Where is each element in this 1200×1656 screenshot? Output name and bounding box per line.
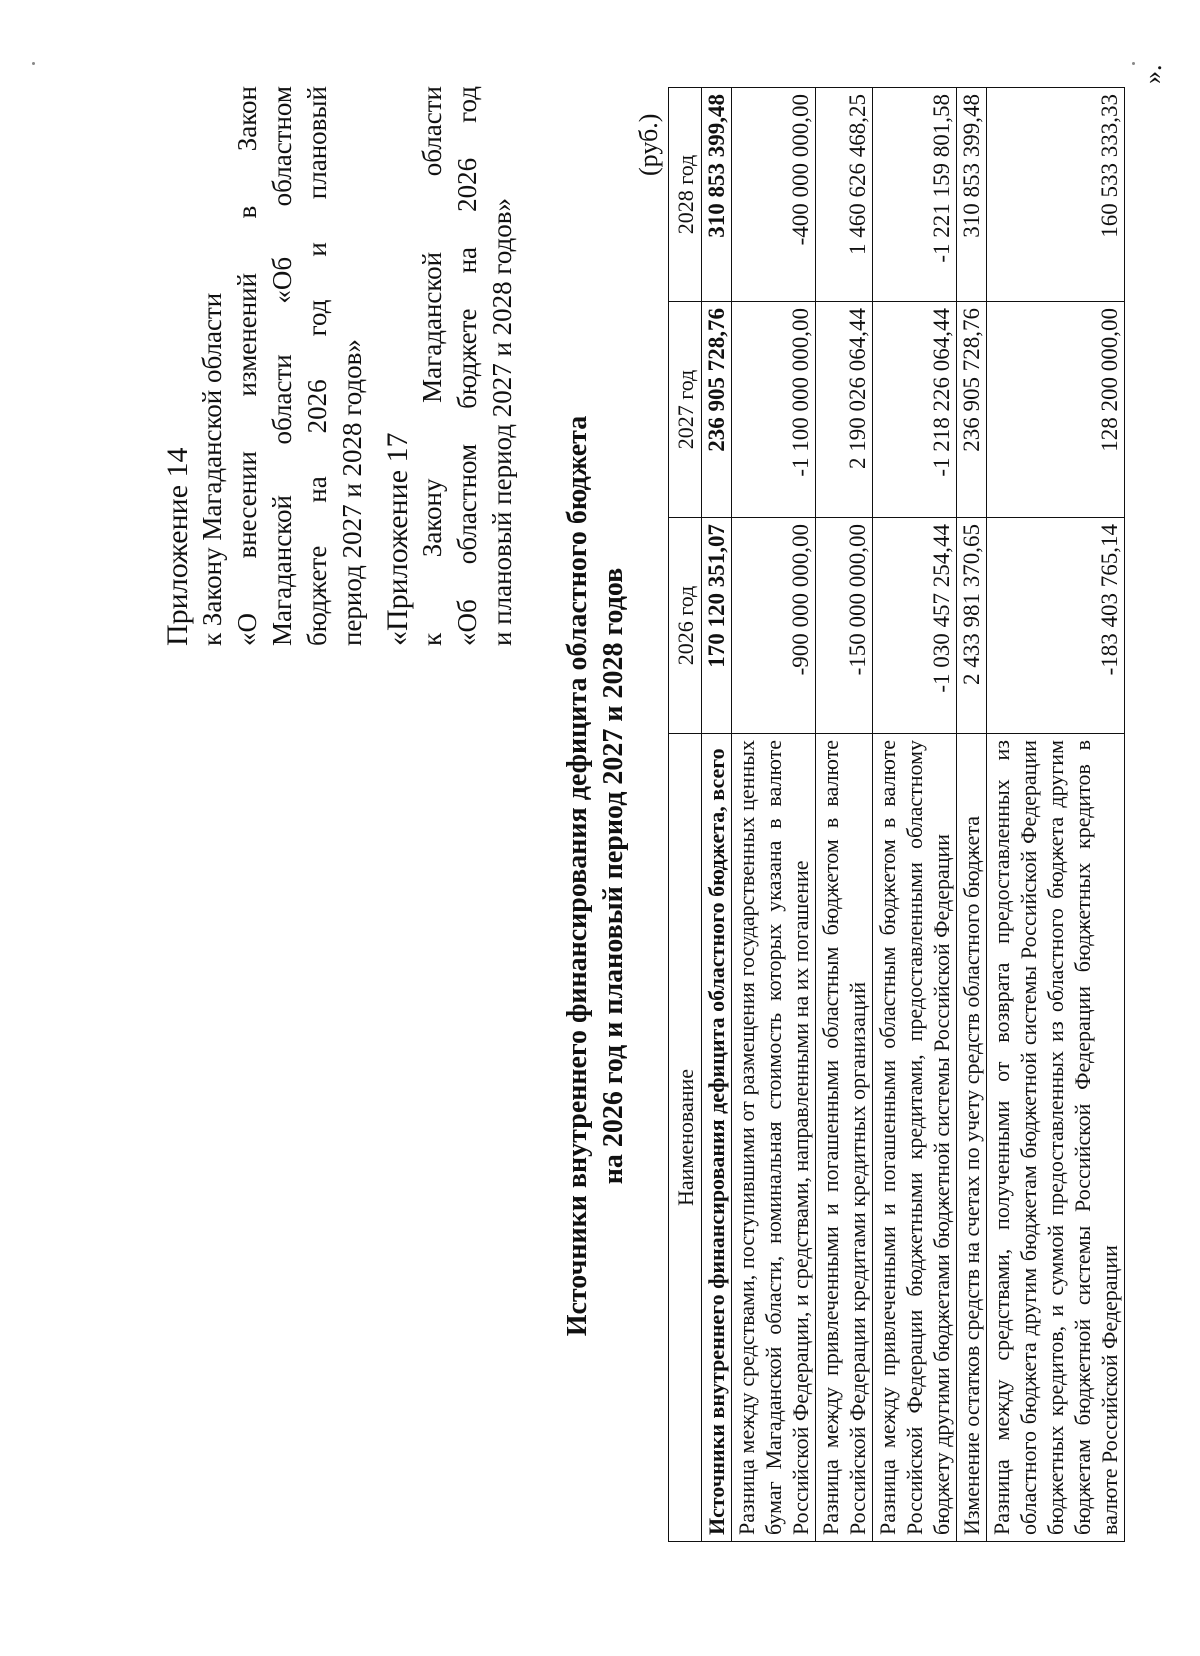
header-2027: 2027 год: [669, 302, 702, 518]
appendix-14-line: период 2027 и 2028 годов»: [337, 339, 367, 646]
row-value-2027: 128 200 000,00: [987, 302, 1125, 518]
table-row: [873, 88, 957, 1542]
scan-speck: [32, 62, 35, 65]
row-value-2028: -1 221 159 801,58: [873, 88, 957, 302]
row-value-2027: 236 905 728,76: [702, 302, 732, 518]
appendix-17-title: «Приложение 17: [381, 432, 414, 646]
row-name: Разница между привлеченными и погашенными областным бюджетом в валюте Российской Федерации бюджетными кредитами, предоставленными областному бюджету другими бюджетами бюджетной системы Российской Федерации: [873, 734, 957, 1542]
unit-label: (руб.): [634, 113, 663, 176]
table-row: [732, 88, 816, 1542]
row-name: Изменение остатков средств на счетах по учету средств областного бюджета: [957, 734, 987, 1542]
row-value-2026: -183 403 765,14: [987, 518, 1125, 734]
appendix-14-line: Магаданской области «Об областном: [267, 86, 297, 646]
scan-speck: [1132, 62, 1135, 65]
table-row: [816, 88, 873, 1542]
table-row: [987, 88, 1125, 1542]
appendix-17-block: [380, 86, 520, 646]
row-value-2028: 160 533 333,33: [987, 88, 1125, 302]
header-2026: 2026 год: [669, 518, 702, 734]
row-name: Источники внутреннего финансирования дефицита областного бюджета, всего: [702, 734, 732, 1542]
table-header-row: [669, 88, 702, 1542]
row-value-2026: 170 120 351,07: [702, 518, 732, 734]
appendix-14-line: к Закону Магаданской области: [197, 292, 227, 646]
row-value-2026: -900 000 000,00: [732, 518, 816, 734]
appendix-17-line: и плановый период 2027 и 2028 годов»: [487, 197, 517, 646]
table-row: [957, 88, 987, 1542]
row-value-2027: 236 905 728,76: [957, 302, 987, 518]
financing-sources-table: [668, 87, 1125, 1542]
row-value-2028: 310 853 399,48: [702, 88, 732, 302]
document-title-line-2: на 2026 год и плановый период 2027 и 2028 годов: [598, 567, 629, 1185]
row-value-2028: 310 853 399,48: [957, 88, 987, 302]
row-name: Разница между средствами, полученными от возврата предоставленных из областного бюджета другим бюджетам бюджетной системы Российской Федерации бюджетных кредитов, и суммой предоставленных из областного бюджета другим бюджетам бюджетной системы Российской Федерации бюджетных кредитов в валюте Российской Федерации: [987, 734, 1125, 1542]
document-title: [560, 216, 632, 1536]
row-value-2028: 1 460 626 468,25: [816, 88, 873, 302]
row-value-2028: -400 000 000,00: [732, 88, 816, 302]
appendix-14-line: «О внесении изменений в Закон: [232, 86, 262, 646]
table-row-total: [702, 88, 732, 1542]
header-name: Наименование: [669, 734, 702, 1542]
appendix-17-line: «Об областном бюджете на 2026 год: [452, 86, 482, 646]
row-value-2027: -1 218 226 064,44: [873, 302, 957, 518]
row-value-2027: 2 190 026 064,44: [816, 302, 873, 518]
row-value-2026: 2 433 981 370,65: [957, 518, 987, 734]
appendix-17-line: к Закону Магаданской области: [417, 86, 447, 646]
row-name: Разница между средствами, поступившими от размещения государственных ценных бумаг Магаданской области, номинальная стоимость которых указана в валюте Российской Федерации, и средствами, направленными на их погашение: [732, 734, 816, 1542]
row-value-2026: -150 000 000,00: [816, 518, 873, 734]
closing-quote-mark: ».: [1138, 64, 1167, 84]
row-value-2026: -1 030 457 254,44: [873, 518, 957, 734]
appendix-14-title: Приложение 14: [161, 447, 194, 646]
appendix-14-line: бюджете на 2026 год и плановый: [302, 86, 332, 646]
row-name: Разница между привлеченными и погашенными областным бюджетом в валюте Российской Федерации кредитами кредитных организаций: [816, 734, 873, 1542]
header-2028: 2028 год: [669, 88, 702, 302]
row-value-2027: -1 100 000 000,00: [732, 302, 816, 518]
appendix-14-block: [160, 86, 370, 646]
document-title-line-1: Источники внутреннего финансирования дефицита областного бюджета: [562, 415, 593, 1337]
